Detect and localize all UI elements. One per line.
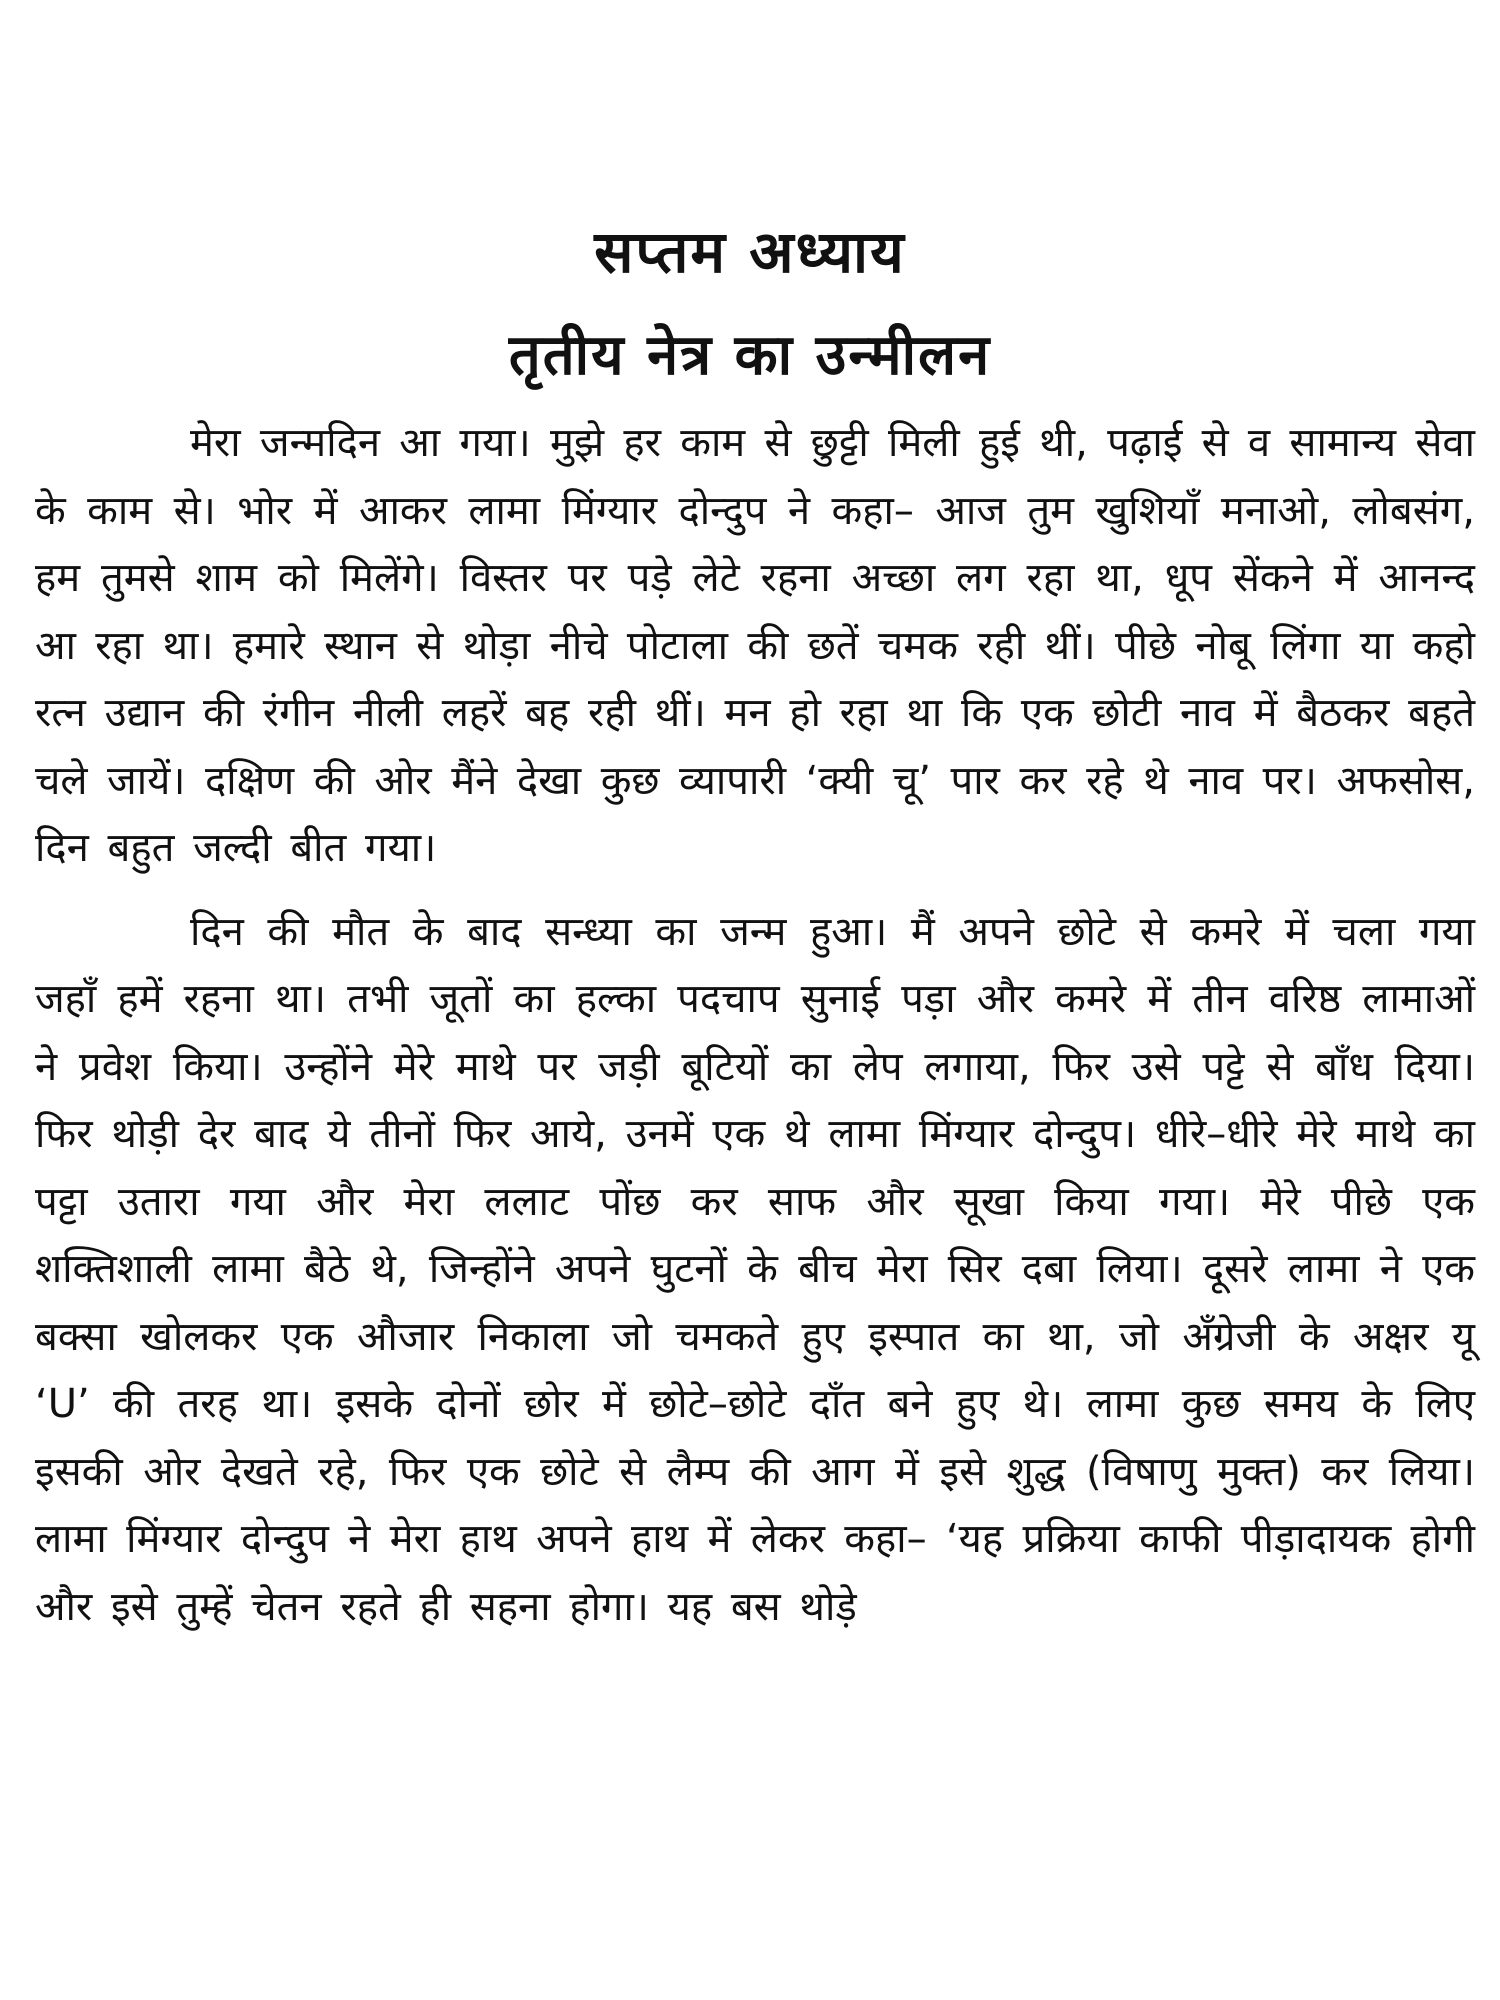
paragraph-2: दिन की मौत के बाद सन्ध्या का जन्म हुआ। मैं अपने छोटे से कमरे में चला गया जहाँ हमें रहना था। तभी जूतों का हल्का पदचाप सुनाई पड़ा और कमरे में तीन वरिष्ठ लामाओं ने प्रवेश किया। उन्होंने मेरे माथे पर जड़ी बूटियों का लेप लगाया, फिर उसे पट्टे से बाँध दिया। फिर थोड़ी देर बाद ये तीनों फिर आये, उनमें एक थे लामा मिंग्यार दोन्दुप। धीरे–धीरे मेरे माथे का पट्टा उतारा गया और मेरा ललाट पोंछ कर साफ और सूखा किया गया। मेरे पीछे एक शक्तिशाली लामा बैठे थे, जिन्होंने अपने घुटनों के बीच मेरा सिर दबा लिया। दूसरे लामा ने एक बक्सा खोलकर एक औजार निकाला जो चमकते हुए इस्पात का था, जो अँग्रेजी के अक्षर यू ‘U’ की तरह था। इसके दोनों छोर में छोटे–छोटे दाँत बने हुए थे। लामा कुछ समय के लिए इसकी ओर देखते रहे, फिर एक छोटे से लैम्प की आग में इसे शुद्ध (विषाणु मुक्त) कर लिया। लामा मिंग्यार दोन्दुप ने मेरा हाथ अपने हाथ में लेकर कहा– ‘यह प्रक्रिया काफी पीड़ादायक होगी और इसे तुम्हें चेतन रहते ही सहना होगा। यह बस थोड़े: [35, 908, 1475, 1630]
chapter-body: [35, 410, 1475, 1641]
chapter-number-heading: सप्तम अध्याय: [594, 218, 906, 286]
paragraph-1: मेरा जन्मदिन आ गया। मुझे हर काम से छुट्टी मिली हुई थी, पढ़ाई से व सामान्य सेवा के काम से। भोर में आकर लामा मिंग्यार दोन्दुप ने कहा– आज तुम खुशियाँ मनाओ, लोबसंग, हम तुमसे शाम को मिलेंगे। विस्तर पर पड़े लेटे रहना अच्छा लग रहा था, धूप सेंकने में आनन्द आ रहा था। हमारे स्थान से थोड़ा नीचे पोटाला की छतें चमक रही थीं। पीछे नोबू लिंगा या कहो रत्न उद्यान की रंगीन नीली लहरें बह रही थीं। मन हो रहा था कि एक छोटी नाव में बैठकर बहते चले जायें। दक्षिण की ओर मैंने देखा कुछ व्यापारी ‘क्यी चू’ पार कर रहे थे नाव पर। अफसोस, दिन बहुत जल्दी बीत गया।: [35, 420, 1475, 871]
chapter-title-heading: तृतीय नेत्र का उन्मीलन: [508, 323, 992, 388]
